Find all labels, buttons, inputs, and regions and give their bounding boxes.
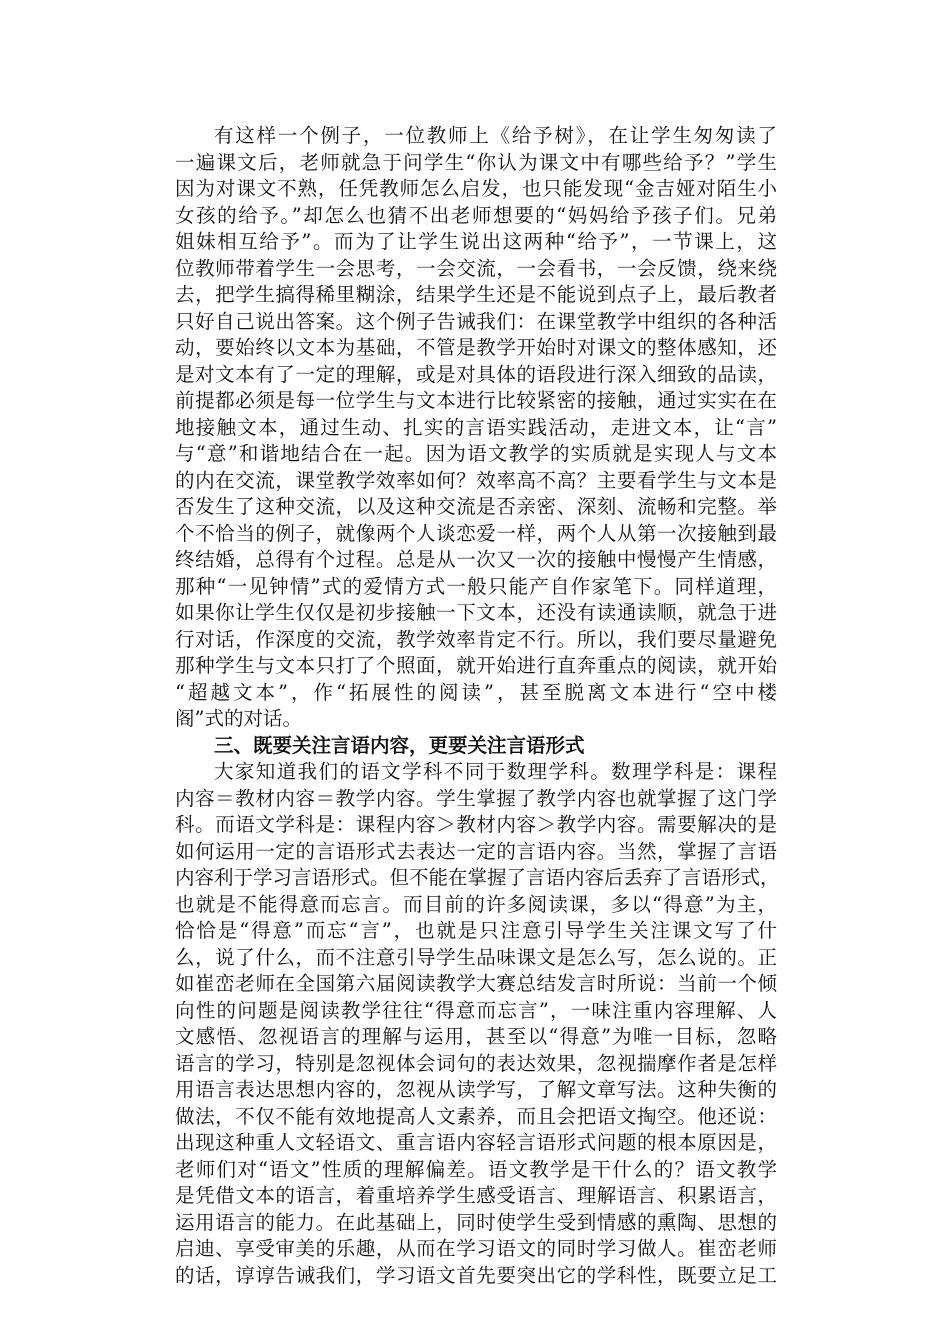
text-line: 内容＝教材内容＝教学内容。学生掌握了教学内容也就掌握了这门学 (175, 786, 777, 810)
text-line: 那种“一见钟情”式的爱情方式一般只能产自作家笔下。同样道理， (175, 574, 777, 598)
text-line: 科。而语文学科是：课程内容＞教材内容＞教学内容。需要解决的是 (175, 813, 777, 836)
text-line: 姐妹相互给予”。而为了让学生说出这两种“给予”，一节课上，这 (175, 230, 777, 253)
document-body (175, 123, 780, 1289)
text-line: 大家知道我们的语文学科不同于数理学科。数理学科是：课程 (214, 760, 777, 783)
text-line: 行对话，作深度的交流，教学效率肯定不行。所以，我们要尽量避免 (175, 627, 777, 651)
text-line: 因为对课文不熟，任凭教师怎么启发，也只能发现“金吉娅对陌生小 (175, 177, 777, 200)
text-line: 只好自己说出答案。这个例子告诫我们：在课堂教学中组织的各种活 (175, 309, 777, 333)
paragraph-example (175, 123, 777, 733)
text-line: 如果你让学生仅仅是初步接触一下文本，还没有读通读顺，就急于进 (175, 601, 777, 624)
text-line: 是对文本有了一定的理解，或是对具体的语段进行深入细致的品读， (175, 362, 777, 386)
text-line: 做法，不仅不能有效地提高人文素养，而且会把语文掏空。他还说： (175, 1104, 777, 1128)
text-line: 如何运用一定的言语形式去表达一定的言语内容。当然，掌握了言语 (175, 839, 777, 863)
text-line: 动，要始终以文本为基础，不管是教学开始时对课文的整体感知，还 (175, 336, 777, 359)
text-line: 内容利于学习言语形式。但不能在掌握了言语内容后丢弃了言语形式， (175, 866, 780, 889)
text-line: 终结婚，总得有个过程。总是从一次又一次的接触中慢慢产生情感， (175, 548, 777, 571)
text-line: 启迪、享受审美的乐趣，从而在学习语文的同时学习做人。崔峦老师 (175, 1237, 777, 1260)
text-line: 前提都必须是每一位学生与文本进行比较紧密的接触，通过实实在在 (175, 389, 777, 412)
text-line: 位教师带着学生一会思考，一会交流，一会看书，一会反馈，绕来绕 (175, 256, 777, 280)
text-line: 也就是不能得意而忘言。而目前的许多阅读课，多以“得意”为主， (175, 892, 777, 916)
text-line: 那种学生与文本只打了个照面，就开始进行直奔重点的阅读，就开始 (175, 654, 777, 677)
text-line: 一遍课文后，老师就急于问学生“你认为课文中有哪些给予？”学生 (175, 150, 777, 174)
text-line: 去，把学生搞得稀里糊涂，结果学生还是不能说到点子上，最后教者 (175, 283, 777, 306)
text-line: 语言的学习，特别是忽视体会词句的表达效果，忽视揣摩作者是怎样 (175, 1051, 777, 1075)
text-line: 否发生了这种交流，以及这种交流是否亲密、深刻、流畅和完整。举 (175, 495, 777, 518)
text-line: 老师们对“语文”性质的理解偏差。语文教学是干什么的？语文教学 (175, 1157, 777, 1181)
text-line: 阁”式的对话。 (175, 707, 302, 730)
paragraph-language-form (175, 759, 780, 1289)
text-line: 有这样一个例子，一位教师上《给予树》，在让学生匆匆读了 (214, 124, 777, 147)
text-line: 地接触文本，通过生动、扎实的言语实践活动，走进文本，让“言” (175, 415, 777, 439)
text-line: 么，说了什么，而不注意引导学生品味课文是怎么写，怎么说的。正 (175, 945, 777, 969)
text-line: 是凭借文本的语言，着重培养学生感受语言、理解语言、积累语言， (175, 1184, 777, 1207)
text-line: 向性的问题是阅读教学往往“得意而忘言”，一味注重内容理解、人 (175, 998, 777, 1022)
section-heading: 三、既要关注言语内容，更要关注言语形式 (214, 733, 585, 757)
text-line: 女孩的给予。”却怎么也猜不出老师想要的“妈妈给予孩子们。兄弟 (175, 203, 777, 227)
text-line: 的内在交流，课堂教学效率如何？效率高不高？主要看学生与文本是 (175, 468, 777, 492)
text-line: “超越文本”，作“拓展性的阅读”，甚至脱离文本进行“空中楼 (175, 680, 777, 704)
text-line: 文感悟、忽视语言的理解与运用，甚至以“得意”为唯一目标，忽略 (175, 1025, 777, 1048)
text-line: 个不恰当的例子，就像两个人谈恋爱一样，两个人从第一次接触到最 (175, 521, 777, 545)
text-line: 出现这种重人文轻语文、重言语内容轻言语形式问题的根本原因是， (175, 1131, 777, 1154)
text-line: 与“意”和谐地结合在一起。因为语文教学的实质就是实现人与文本 (175, 442, 777, 465)
text-line: 用语言表达思想内容的，忽视从读学写，了解文章写法。这种失衡的 (175, 1078, 777, 1101)
text-line: 如崔峦老师在全国第六届阅读教学大赛总结发言时所说：当前一个倾 (175, 972, 777, 995)
text-line: 的话，谆谆告诫我们，学习语文首先要突出它的学科性，既要立足工 (175, 1263, 777, 1287)
text-line: 运用语言的能力。在此基础上，同时使学生受到情感的熏陶、思想的 (175, 1210, 777, 1234)
text-line: 恰恰是“得意”而忘“言”，也就是只注意引导学生关注课文写了什 (175, 919, 777, 942)
